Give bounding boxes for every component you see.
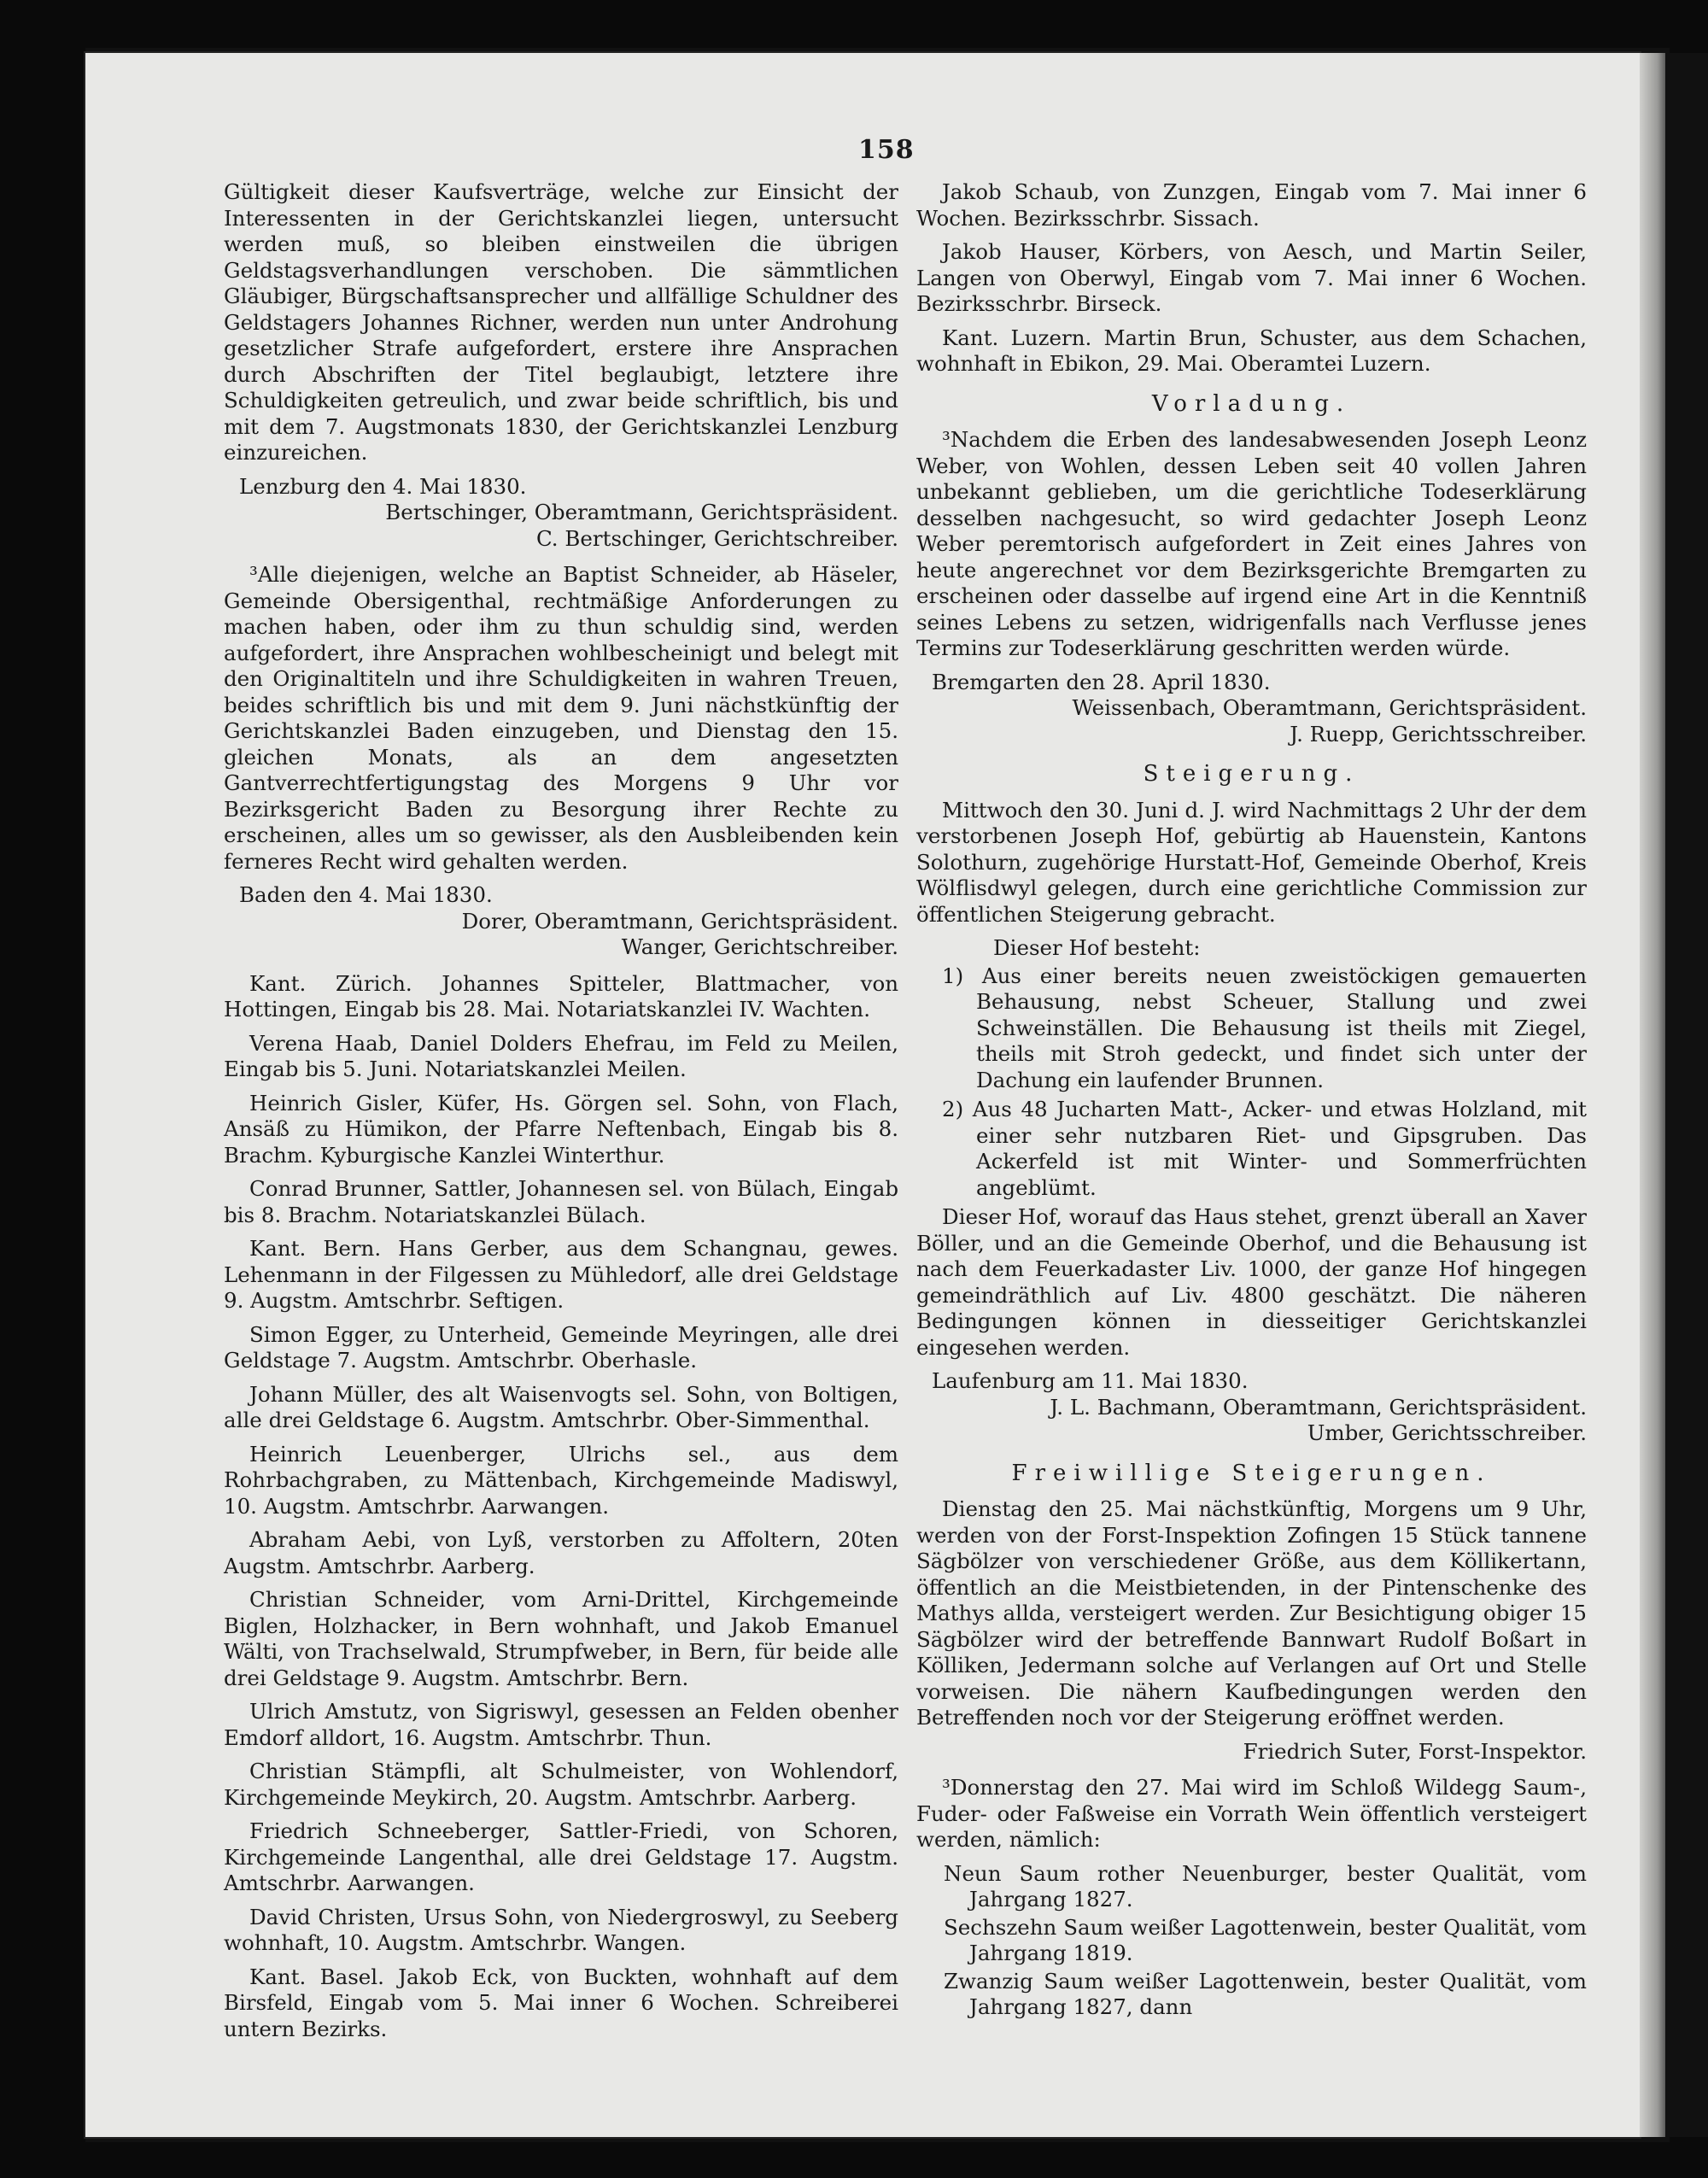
signature: J. L. Bachmann, Oberamtmann, Gerichtspräsident. [1050,1394,1587,1420]
signature: Friedrich Suter, Forst-Inspektor. [1243,1738,1587,1764]
notice-entry: Kant. Zürich. Johannes Spitteler, Blattmacher, von Hottingen, Eingab bis 28. Mai. Notariatskanzlei IV. Wachten. [224,970,898,1022]
signature: Bertschinger, Oberamtmann, Gerichtspräsident. [385,500,898,524]
paragraph: ³Nachdem die Erben des landesabwesenden Joseph Leonz Weber, von Wohlen, dessen Leben seit 40 vollen Jahren unbekannt geblieben, um die gerichtliche Todeserklärung desselben nachgesucht, so wird gedachter Joseph Leonz Weber peremtorisch aufgefordert in Zeit eines Jahres von heute angerechnet vor dem Bezirksgerichte Bremgarten zu erscheinen oder dasselbe auf irgend eine Art in die Kenntniß seines Lebens zu setzen, widrigenfalls nach Verflusse jenes Termins zur Todeserklärung geschritten werden würde. [916,427,1587,660]
list-item: Neun Saum rother Neuenburger, bester Qualität, vom Jahrgang 1827. [944,1860,1587,1912]
notice-entry: Conrad Brunner, Sattler, Johannesen sel. von Bülach, Eingab bis 8. Brachm. Notariatskanzlei Bülach. [224,1176,898,1227]
list-item: 2) Aus 48 Jucharten Matt-, Acker- und etwas Holzland, mit einer sehr nutzbaren Riet- und Gipsgruben. Das Ackerfeld ist mit Winter- und Sommerfrüchten angeblümt. [942,1097,1587,1200]
dateline: Lenzburg den 4. Mai 1830. [239,473,527,499]
signature: Dorer, Oberamtmann, Gerichtspräsident. [461,908,898,934]
paragraph: Mittwoch den 30. Juni d. J. wird Nachmittags 2 Uhr der dem verstorbenen Joseph Hof, gebürtig ab Hauenstein, Kantons Solothurn, zugehörige Hurstatt-Hof, Gemeinde Oberhof, Kreis Wölflisdwyl gelegen, durch eine gerichtliche Commission zur öffentlichen Steigerung gebracht. [916,797,1587,927]
page-gutter [1665,53,1708,2137]
notice-entry: Johann Müller, des alt Waisenvogts sel. Sohn, von Boltigen, alle drei Geldstage 6. Augstm. Amtschrbr. Ober-Simmenthal. [224,1381,898,1432]
dateline: Laufenburg am 11. Mai 1830. [932,1368,1249,1393]
notice-entry: Heinrich Leuenberger, Ulrichs sel., aus dem Rohrbachgraben, zu Mättenbach, Kirchgemeinde Madiswyl, 10. Augstm. Amtschrbr. Aarwangen. [224,1441,898,1519]
signature: C. Bertschinger, Gerichtschreiber. [535,525,898,551]
notice-entry: Kant. Basel. Jakob Eck, von Buckten, wohnhaft auf dem Birsfeld, Eingab vom 5. Mai inner 6 Wochen. Schreiberei untern Bezirks. [224,1964,898,2041]
paragraph: ³Donnerstag den 27. Mai wird im Schloß Wildegg Saum-, Fuder- oder Faßweise ein Vorrath Wein öffentlich versteigert werden, nämlich: [916,1775,1587,1852]
section-heading-freiwillige-steigerungen: Freiwillige Steigerungen. [1011,1460,1492,1486]
right-column [916,179,1587,2023]
notice-entry: Ulrich Amstutz, von Sigriswyl, gesessen an Felden obenher Emdorf alldort, 16. Augstm. Amtschrbr. Thun. [224,1699,898,1750]
notice-entry: Abraham Aebi, von Lyß, verstorben zu Affoltern, 20ten Augstm. Amtschrbr. Aarberg. [224,1527,898,1578]
list-intro: Dieser Hof besteht: [993,935,1201,960]
signature: Weissenbach, Oberamtmann, Gerichtspräsident. [1072,695,1587,720]
paragraph: ³Alle diejenigen, welche an Baptist Schneider, ab Häseler, Gemeinde Obersigenthal, rechtmäßige Anforderungen zu machen haben, oder ihm zu thun schuldig sind, werden aufgefordert, ihre Ansprachen wohlbescheinigt und belegt mit den Originaltiteln und ihre Schuldigkeiten in wahren Treuen, beides schriftlich bis und mit dem 9. Juni nächstkünftig der Gerichtskanzlei Baden einzugeben, und Dienstag den 15. gleichen Monats, als an dem angesetzten Gantverrechtfertigungstag des Morgens 9 Uhr vor Bezirksgericht Baden zu Besorgung ihrer Rechte zu erscheinen, alles um so gewisser, als den Ausbleibenden kein ferneres Recht wird gehalten werden. [224,562,898,874]
dateline: Bremgarten den 28. April 1830. [932,669,1271,694]
paragraph: Gültigkeit dieser Kaufsverträge, welche zur Einsicht der Interessenten in der Gerichtskanzlei liegen, untersucht werden muß, so bleiben einstweilen die übrigen Geldstagsverhandlungen verschoben. Die sämmtlichen Gläubiger, Bürgschaftsansprecher und allfällige Schuldner des Geldstagers Johannes Richner, werden nun unter Androhung gesetzlicher Strafe aufgefordert, erstere ihre Ansprachen durch Abschriften der Titel beglaubigt, letztere ihre Schuldigkeiten getreulich, und zwar beide schriftlich, bis und mit dem 7. Augstmonats 1830, der Gerichtskanzlei Lenzburg einzureichen. [224,179,898,465]
notice-entry: Friedrich Schneeberger, Sattler-Friedi, von Schoren, Kirchgemeinde Langenthal, alle drei Geldstage 17. Augstm. Amtschrbr. Aarwangen. [224,1818,898,1895]
notice-entry: Kant. Luzern. Martin Brun, Schuster, aus dem Schachen, wohnhaft in Ebikon, 29. Mai. Oberamtei Luzern. [916,325,1587,376]
paragraph: Dienstag den 25. Mai nächstkünftig, Morgens um 9 Uhr, werden von der Forst-Inspektion Zofingen 15 Stück tannene Sägbölzer von verschiedener Größe, aus dem Köllikertann, öffentlich an die Meistbietenden, in der Pintenschenke des Mathys allda, versteigert werden. Zur Besichtigung obiger 15 Sägbölzer wird der betreffende Bannwart Rudolf Boßart in Kölliken, Jedermann solche auf Verlangen auf Ort und Stelle vorweisen. Die nähern Kaufbedingungen werden den Betreffenden noch vor der Steigerung eröffnet werden. [916,1496,1587,1730]
page-number: 158 [858,135,915,165]
notice-entry: Jakob Hauser, Körbers, von Aesch, und Martin Seiler, Langen von Oberwyl, Eingab vom 7. Mai inner 6 Wochen. Bezirksschrbr. Birseck. [916,239,1587,316]
list-item: Sechszehn Saum weißer Lagottenwein, bester Qualität, vom Jahrgang 1819. [944,1914,1587,1965]
notice-entry: Heinrich Gisler, Küfer, Hs. Görgen sel. Sohn, von Flach, Ansäß zu Hümikon, der Pfarre Neftenbach, Eingab bis 8. Brachm. Kyburgische Kanzlei Winterthur. [224,1090,898,1168]
notice-entry: Christian Schneider, vom Arni-Drittel, Kirchgemeinde Biglen, Holzhacker, in Bern wohnhaft, und Jakob Emanuel Wälti, von Trachselwald, Strumpfweber, in Bern, für beide alle drei Geldstage 9. Augstm. Amtschrbr. Bern. [224,1587,898,1690]
section-heading-vorladung: Vorladung. [1151,390,1352,417]
list-item: Zwanzig Saum weißer Lagottenwein, bester Qualität, vom Jahrgang 1827, dann [944,1968,1587,2019]
signature: J. Ruepp, Gerichtsschreiber. [1290,721,1587,746]
section-heading-steigerung: Steigerung. [1143,761,1360,787]
left-column [224,179,898,2050]
notice-entry: Jakob Schaub, von Zunzgen, Eingab vom 7. Mai inner 6 Wochen. Bezirksschrbr. Sissach. [916,179,1587,231]
notice-entry: Verena Haab, Daniel Dolders Ehefrau, im Feld zu Meilen, Eingab bis 5. Juni. Notariatskanzlei Meilen. [224,1030,898,1081]
dateline: Baden den 4. Mai 1830. [239,882,493,907]
bottom-border [85,2137,1670,2142]
signature: Umber, Gerichtsschreiber. [1307,1420,1587,1445]
notice-entry: Simon Egger, zu Unterheid, Gemeinde Meyringen, alle drei Geldstage 7. Augstm. Amtschrbr. Oberhasle. [224,1321,898,1373]
notice-entry: Christian Stämpfli, alt Schulmeister, von Wohlendorf, Kirchgemeinde Meykirch, 20. Augstm. Amtschrbr. Aarberg. [224,1759,898,1810]
notice-entry: Kant. Bern. Hans Gerber, aus dem Schangnau, gewes. Lehenmann in der Filgessen zu Mühledorf, alle drei Geldstage 9. Augstm. Amtschrbr. Seftigen. [224,1236,898,1313]
notice-entry: David Christen, Ursus Sohn, von Niedergroswyl, zu Seeberg wohnhaft, 10. Augstm. Amtschrbr. Wangen. [224,1904,898,1955]
paragraph: Dieser Hof, worauf das Haus stehet, grenzt überall an Xaver Böller, und an die Gemeinde Oberhof, und die Behausung ist nach dem Feuerkadaster Liv. 1000, der ganze Hof hingegen gemeindräthlich auf Liv. 4800 geschätzt. Die näheren Bedingungen können in diesseitiger Gerichtskanzlei eingesehen werden. [916,1204,1587,1360]
list-item: 1) Aus einer bereits neuen zweistöckigen gemauerten Behausung, nebst Scheuer, Stallung und zwei Schweinställen. Die Behausung ist theils mit Ziegel, theils mit Stroh gedeckt, und findet sich unter der Dachung ein laufender Brunnen. [942,963,1587,1092]
signature: Wanger, Gerichtschreiber. [621,934,898,959]
